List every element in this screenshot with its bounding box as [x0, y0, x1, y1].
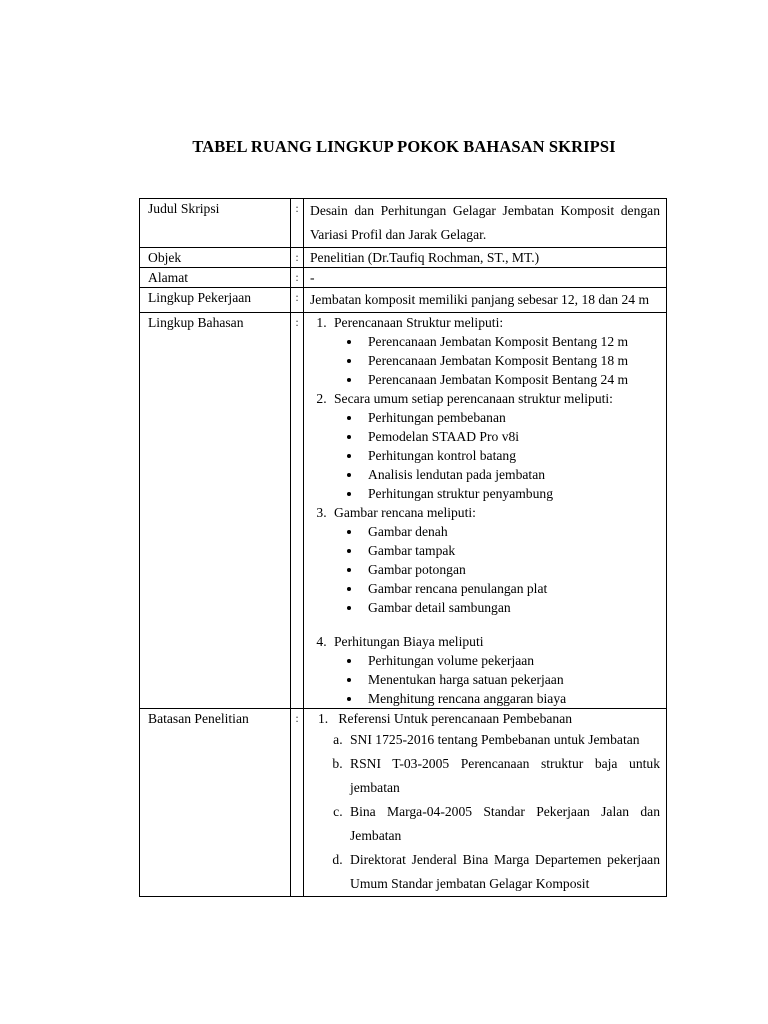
row-label: Alamat	[140, 268, 291, 288]
table-row-lingkup-bahasan	[140, 313, 667, 709]
bullet-item: • Perhitungan pembebanan	[362, 408, 660, 427]
table-row-lingkup-pekerjaan	[140, 288, 667, 313]
list-item	[330, 313, 660, 389]
reference-list	[310, 728, 660, 896]
spacer	[334, 617, 660, 632]
reference-item: a. SNI 1725-2016 tentang Pembebanan untuk Jembatan	[346, 728, 660, 752]
separator: :	[291, 313, 304, 709]
row-label: Batasan Penelitian	[140, 709, 291, 897]
bullet-item: • Perhitungan kontrol batang	[362, 446, 660, 465]
table-row-alamat	[140, 268, 667, 288]
separator: :	[291, 268, 304, 288]
row-label: Objek	[140, 248, 291, 268]
table-row-judul	[140, 199, 667, 248]
scope-table	[139, 198, 667, 897]
reference-item: c. Bina Marga-04-2005 Standar Pekerjaan Jalan dan Jembatan	[346, 800, 660, 848]
bullet-item: • Analisis lendutan pada jembatan	[362, 465, 660, 484]
bullet-item: • Menentukan harga satuan pekerjaan	[362, 670, 660, 689]
page-title: TABEL RUANG LINGKUP POKOK BAHASAN SKRIPSI	[192, 137, 616, 156]
list-heading: Gambar rencana meliputi:	[334, 505, 476, 520]
heading-text: Referensi Untuk perencanaan Pembebanan	[338, 711, 573, 726]
row-label: Judul Skripsi	[140, 199, 291, 248]
list-heading: Secara umum setiap perencanaan struktur meliputi:	[334, 391, 613, 406]
bullet-item: • Perencanaan Jembatan Komposit Bentang 24 m	[362, 370, 660, 389]
list-heading: Perhitungan Biaya meliputi	[334, 634, 484, 649]
separator: :	[291, 199, 304, 248]
row-value: -	[304, 268, 667, 288]
bahasan-list	[310, 313, 660, 708]
list-item	[330, 632, 660, 708]
row-value: Penelitian (Dr.Taufiq Rochman, ST., MT.)	[304, 248, 667, 268]
bullet-item: • Gambar tampak	[362, 541, 660, 560]
reference-item: d. Direktorat Jenderal Bina Marga Departemen pekerjaan Umum Standar jembatan Gelagar Komposit	[346, 848, 660, 896]
table-row-objek	[140, 248, 667, 268]
bullet-item: • Gambar potongan	[362, 560, 660, 579]
separator: :	[291, 709, 304, 897]
bullet-item: • Perencanaan Jembatan Komposit Bentang 18 m	[362, 351, 660, 370]
bullet-item: • Perhitungan volume pekerjaan	[362, 651, 660, 670]
row-value: Jembatan komposit memiliki panjang sebesar 12, 18 dan 24 m	[310, 292, 650, 307]
row-label: Lingkup Bahasan	[140, 313, 291, 709]
bullet-item: • Perencanaan Jembatan Komposit Bentang 12 m	[362, 332, 660, 351]
separator: :	[291, 248, 304, 268]
row-label: Lingkup Pekerjaan	[140, 288, 291, 313]
heading-number: 1.	[318, 711, 329, 726]
list-item	[330, 389, 660, 503]
list-item	[330, 503, 660, 632]
table-row-batasan	[140, 709, 667, 897]
bullet-item: • Gambar denah	[362, 522, 660, 541]
bullet-item: • Gambar detail sambungan	[362, 598, 660, 617]
bullet-item: • Pemodelan STAAD Pro v8i	[362, 427, 660, 446]
bullet-item: • Menghitung rencana anggaran biaya	[362, 689, 660, 708]
reference-item: b. RSNI T-03-2005 Perencanaan struktur baja untuk jembatan	[346, 752, 660, 800]
separator: :	[291, 288, 304, 313]
bullet-item: • Perhitungan struktur penyambung	[362, 484, 660, 503]
row-value: Desain dan Perhitungan Gelagar Jembatan Komposit dengan Variasi Profil dan Jarak Gelagar.	[310, 203, 660, 242]
batasan-heading	[310, 709, 660, 728]
bullet-item: • Gambar rencana penulangan plat	[362, 579, 660, 598]
list-heading: Perencanaan Struktur meliputi:	[334, 315, 504, 330]
